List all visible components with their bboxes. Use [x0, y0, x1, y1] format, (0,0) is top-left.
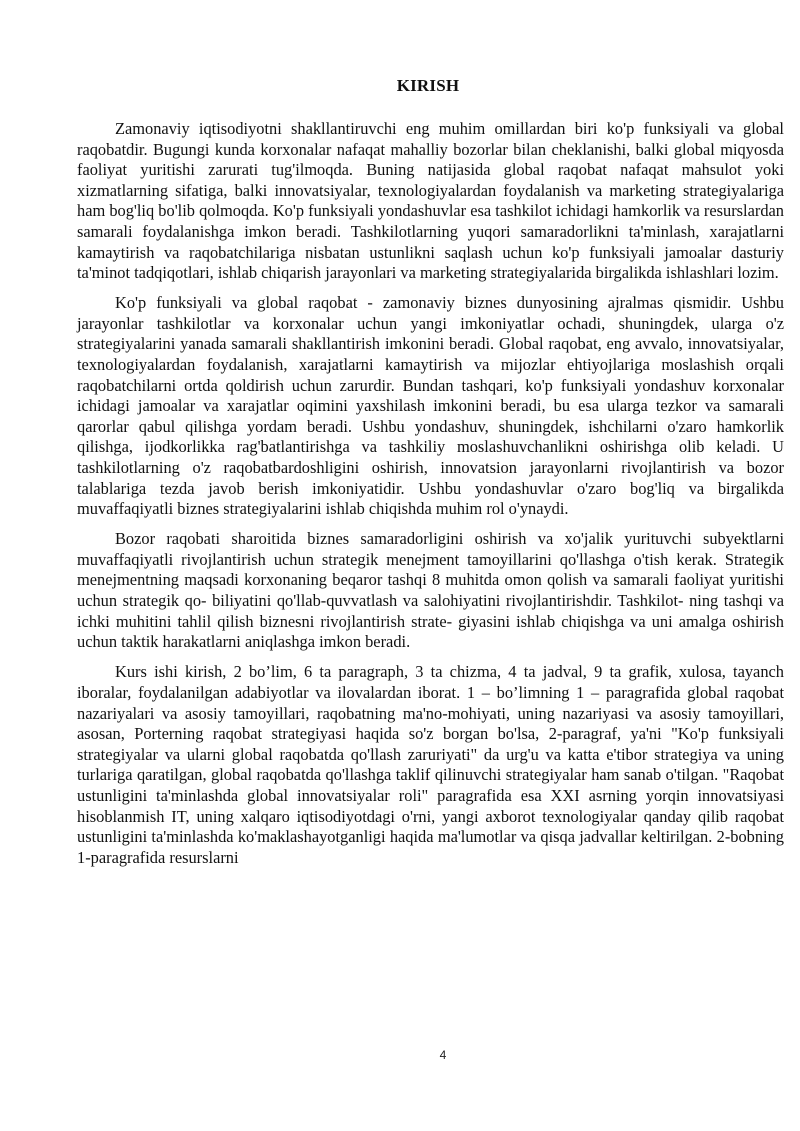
paragraph-1: Zamonaviy iqtisodiyotni shakllantiruvchi eng muhim omillardan biri ko'p funksiyali va global raqobatdir. Bugungi kunda korxonalar nafaqat mahalliy bozorlar bilan cheklanishi, balki global miqyosda faoliyat yuritishi zarurati tug'ilmoqda. Buning natijasida global raqobat nafaqat mahsulot yoki xizmatlarning sifatiga, balki innovatsiyalar, texnologiyalardan foydalanish va marketing strategiyalariga ham bog'liq bo'lib qolmoqda. Ko'p funksiyali yondashuvlar esa tashkilot ichidagi hamkorlik va resurslardan samarali foydalanishga imkon beradi. Tashkilotlarning yuqori samaradorlikni ta'minlash, xarajatlarni kamaytirish va raqobatchilariga nisbatan ustunlikni saqlash uchun ko'p funksiyali jamoalar dasturiy ta'minot tadqiqotlari, ishlab chiqarish jarayonlari va marketing strategiyalarida birgalikda ishlashlari lozim. — [77, 119, 784, 283]
body-text — [77, 119, 784, 878]
page-number: 4 — [439, 1048, 447, 1062]
section-title: KIRISH — [396, 76, 460, 95]
paragraph-3: Bozor raqobati sharoitida biznes samaradorligini oshirish va xo'jalik yurituvchi subyektlarni muvaffaqiyatli rivojlantirish uchun strategik menejment tamoyillarini qo'llashga o'tish kerak. Strategik menejmentning maqsadi korxonaning beqaror tashqi 8 muhitda omon qolish va samarali faoliyat yuritishi uchun strategik qo- biliyatini qo'llab-quvvatlash va salohiyatini rivojlantirishdir. Tashkilot- ning tashqi va ichki muhitini tahlil qilish biznesni rivojlantirish strate- giyasini ishlab chiqishga va uni amalga oshirish uchun taktik harakatlarni aniqlashga imkon beradi. — [77, 529, 784, 652]
paragraph-4: Kurs ishi kirish, 2 bo’lim, 6 ta paragraph, 3 ta chizma, 4 ta jadval, 9 ta grafik, xulosa, tayanch iboralar, foydalanilgan adabiyotlar va ilovalardan iborat. 1 – bo’limning 1 – paragrafida global raqobat nazariyalari va asosiy tamoyillari, raqobatning ma'no-mohiyati, uning nazariyasi va asosiy tamoyillari, asosan, Porterning raqobat strategiyasi haqida so'z borgan bo'lsa, 2-paragraf, ya'ni "Ko'p funksiyali strategiyalar va ularni global raqobatda qo'llash zaruriyati" da urg'u va katta e'tibor strategiya va uning turlariga qaratilgan, global raqobatda qo'llashga taklif qilinuvchi strategiyalar ham sanab o'tilgan. "Raqobat ustunligini ta'minlashda global innovatsiyalar roli" paragrafida esa XXI asrning yorqin innovatsiyasi hisoblanmish IT, uning xalqaro iqtisodiyotdagi o'rni, yangi axborot texnologiyalar qanday qilib raqobat ustunligini ta'minlashda ko'maklashayotganligi haqida ma'lumotlar va qisqa jadvallar keltirilgan. 2-bobning 1-paragrafida resurslarni — [77, 662, 784, 867]
paragraph-2: Ko'p funksiyali va global raqobat - zamonaviy biznes dunyosining ajralmas qismidir. Ushbu jarayonlar tashkilotlar va korxonalar uchun yangi imkoniyatlar ochadi, shuningdek, ularga o'z strategiyalarini yanada samarali shakllantirish imkonini beradi. Global raqobat, eng avvalo, innovatsiyalar, texnologiyalardan foydalanish, xarajatlarni kamaytirish va mijozlar ehtiyojlariga moslashish orqali raqobatchilarni ortda qoldirish uchun zarurdir. Bundan tashqari, ko'p funksiyali yondashuv korxonalar ichidagi jamoalar va xarajatlar oqimini yaxshilash imkonini beradi, bu esa ularga tezkor va samarali qarorlar qabul qilishga yordam beradi. Ushbu yondashuv, shuningdek, ishchilarni o'zaro hamkorlik qilishga, ijodkorlikka rag'batlantirishga va tashkiliy moslashuvchanlikni oshirishga olib keladi. U tashkilotlarning o'z raqobatbardoshligini oshirish, innovatsion jarayonlarni rivojlantirish va bozor talablariga tezda javob berish imkoniyatidir. Ushbu yondashuvlar o'zaro bog'liq va birgalikda muvaffaqiyatli biznes strategiyalarini ishlab chiqishda muhim rol o'ynaydi. — [77, 293, 784, 519]
